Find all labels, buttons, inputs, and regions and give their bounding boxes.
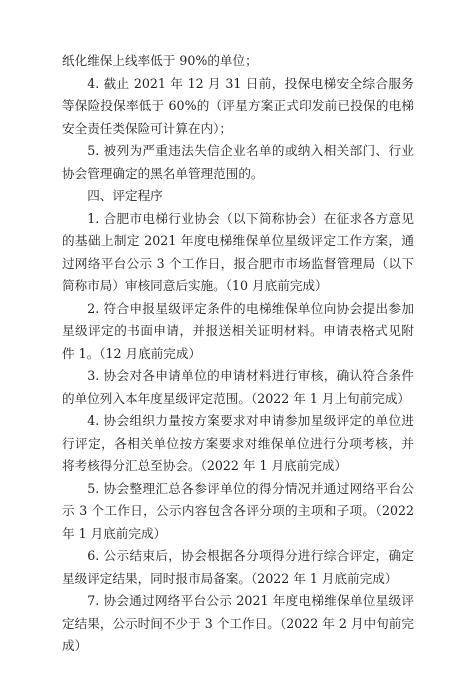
document-body bbox=[62, 50, 414, 658]
procedure-step-1: 1. 合肥市电梯行业协会（以下简称协会）在征求各方意见的基础上制定 2021 年度电梯维保单位星级评定工作方案，通过网络平台公示 3 个工作日，报合肥市市场监督管理局（以下简称市局）审核同意后实施。（10 月底前完成） bbox=[62, 210, 414, 293]
procedure-step-6: 6. 公示结束后，协会根据各分项得分进行综合评定，确定星级评定结果，同时报市局备案。（2022 年 1 月底前完成） bbox=[62, 548, 414, 586]
procedure-step-7: 7. 协会通过网络平台公示 2021 年度电梯维保单位星级评定结果，公示时间不少于 3 个工作日。（2022 年 2 月中旬前完成） bbox=[62, 593, 414, 653]
criteria-item-5: 5. 被列为严重违法失信企业名单的或纳入相关部门、行业协会管理确定的黑名单管理范围的。 bbox=[62, 143, 414, 181]
procedure-step-5: 5. 协会整理汇总各参评单位的得分情况并通过网络平台公示 3 个工作日，公示内容包含各评分项的主项和子项。（2022 年 1 月底前完成） bbox=[62, 480, 414, 541]
procedure-step-2: 2. 符合申报星级评定条件的电梯维保单位向协会提出参加星级评定的书面申请，并报送相关证明材料。申请表格式见附件 1。（12 月底前完成） bbox=[62, 300, 414, 361]
criteria-item-4: 4. 截止 2021 年 12 月 31 日前，投保电梯安全综合服务等保险投保率低于 60%的（评星方案正式印发前已投保的电梯安全责任类保险可计算在内）； bbox=[62, 75, 414, 136]
procedure-step-3: 3. 协会对各申请单位的申请材料进行审核，确认符合条件的单位列入本年度星级评定范围。（2022 年 1 月上旬前完成） bbox=[62, 368, 414, 406]
section-heading: 四、评定程序 bbox=[87, 188, 163, 203]
procedure-step-4: 4. 协会组织力量按方案要求对申请参加星级评定的单位进行评定，各相关单位按方案要求对维保单位进行分项考核，并将考核得分汇总至协会。（2022 年 1 月底前完成） bbox=[62, 413, 414, 473]
continued-paragraph: 纸化维保上线率低于 90%的单位； bbox=[62, 53, 258, 68]
